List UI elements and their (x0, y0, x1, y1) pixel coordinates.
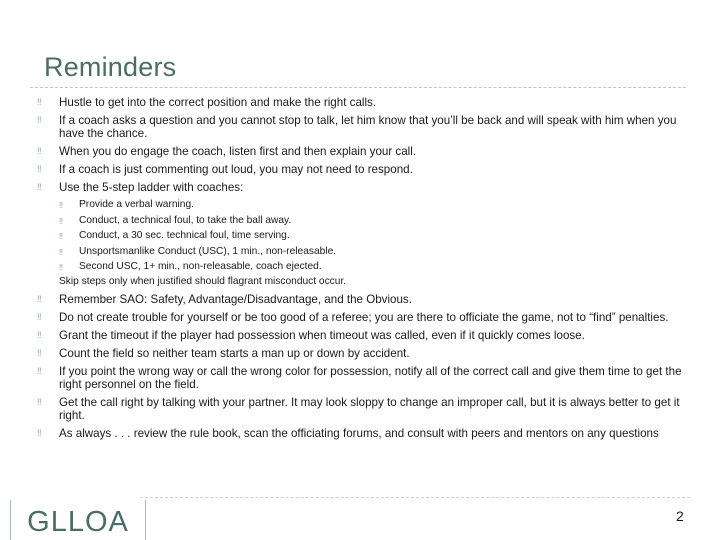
bullet-icon: ‼ (59, 201, 63, 210)
list-item: ‼ If you point the wrong way or call the wrong color for possession, notify all of the correct call and give them time to get the right personnel on the field. (37, 364, 682, 391)
glloa-logo (10, 500, 146, 540)
bullet-icon: ‼ (37, 311, 42, 322)
list-item: ‼ When you do engage the coach, listen first and then explain your call. (37, 145, 417, 158)
title-divider (30, 87, 686, 88)
reminder-list-top (36, 96, 696, 194)
logo-text: GLLOA (27, 505, 129, 538)
list-item: ‼ Do not create trouble for yourself or be too good of a referee; you are there to officiate the game, not to “find” penalties. (37, 310, 669, 324)
ladder-step: ‼ Unsportsmanlike Conduct (USC), 1 min., non-releasable. (59, 244, 696, 260)
bullet-icon: ‼ (37, 329, 42, 340)
list-item: ‼ Remember SAO: Safety, Advantage/Disadvantage, and the Obvious. (37, 292, 412, 306)
list-item: ‼ As always . . . review the rule book, scan the officiating forums, and consult with peers and mentors on any questions (37, 426, 659, 440)
footer-divider (140, 497, 690, 498)
ladder-note: Skip steps only when justified should flagrant misconduct occur. (59, 275, 347, 287)
list-item: ‼ Get the call right by talking with your partner. It may look sloppy to change an improper call, but it is always better to get it right. (37, 395, 680, 422)
bullet-icon: ‼ (37, 347, 42, 358)
list-item: ‼ Count the field so neither team starts a man up or down by accident. (37, 346, 410, 360)
reminder-list-bottom (36, 293, 696, 440)
list-item: ‼ Hustle to get into the correct position and make the right calls. (37, 96, 377, 109)
ladder-section (36, 197, 696, 289)
ladder-step: ‼ Second USC, 1+ min., non-releasable, coach ejected. (59, 259, 696, 275)
page-number: 2 (676, 508, 684, 524)
ladder-step: ‼ Provide a verbal warning. (59, 197, 696, 213)
bullet-icon: ‼ (37, 427, 42, 438)
ladder-step: ‼ Conduct, a 30 sec. technical foul, time serving. (59, 228, 696, 244)
ladder-step: ‼ Conduct, a technical foul, to take the ball away. (59, 213, 696, 229)
slide-body (36, 96, 696, 445)
list-item: ‼ Use the 5-step ladder with coaches: (37, 181, 244, 194)
bullet-icon: ‼ (37, 365, 42, 376)
bullet-icon: ‼ (59, 232, 63, 242)
bullet-icon: ‼ (37, 97, 42, 107)
list-item: ‼ Grant the timeout if the player had possession when timeout was called, even if it quickly comes loose. (37, 328, 585, 342)
bullet-icon: ‼ (59, 216, 63, 226)
bullet-icon: ‼ (37, 115, 42, 125)
bullet-icon: ‼ (37, 293, 42, 304)
bullet-icon: ‼ (37, 182, 42, 192)
bullet-icon: ‼ (59, 263, 63, 273)
bullet-icon: ‼ (37, 164, 42, 174)
bullet-icon: ‼ (37, 146, 42, 156)
ladder-list (59, 197, 696, 275)
slide-title: Reminders (44, 52, 177, 82)
bullet-icon: ‼ (37, 396, 42, 407)
bullet-icon: ‼ (59, 247, 63, 257)
list-item: ‼ If a coach asks a question and you cannot stop to talk, let him know that you’ll be back and will speak with him when you have the chance. (37, 114, 677, 140)
list-item: ‼ If a coach is just commenting out loud, you may not need to respond. (37, 163, 413, 176)
